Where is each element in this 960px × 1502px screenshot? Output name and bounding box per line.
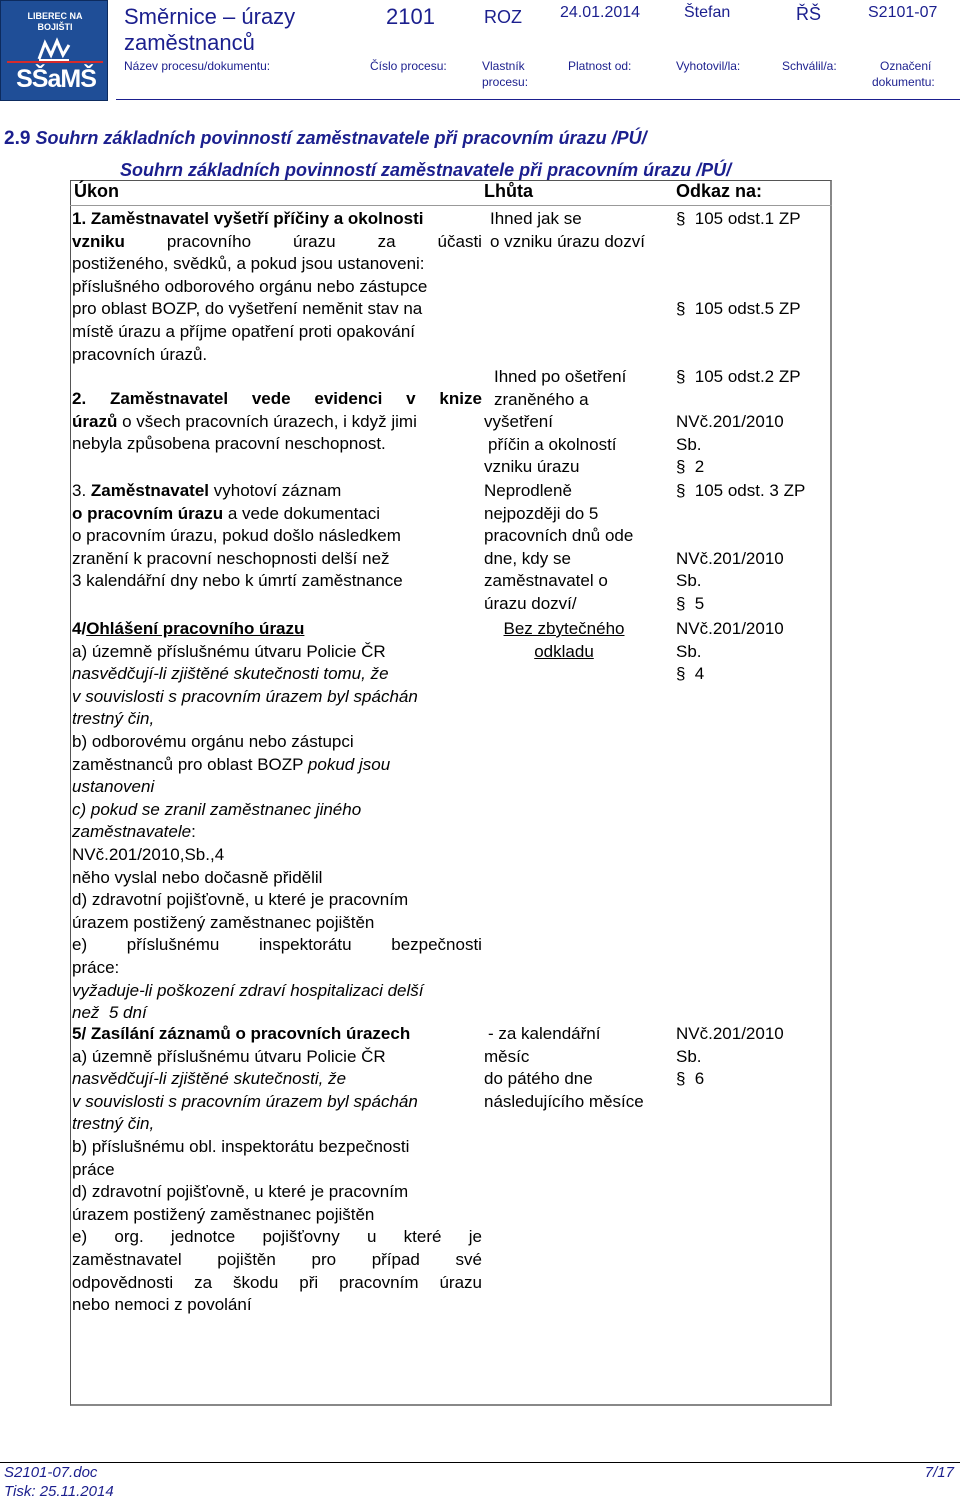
school-logo <box>0 0 108 101</box>
row2-deadline-line: Ihned po ošetření <box>494 367 627 386</box>
footer-divider <box>0 1462 960 1463</box>
row5-line: b) příslušnému obl. inspektorátu bezpečnosti <box>72 1136 410 1156</box>
row2-deadline <box>484 366 670 479</box>
row3-line: o pracovním úrazu a vede dokumentaci <box>72 503 381 523</box>
row3-deadline-line: pracovních dnů ode <box>484 526 634 546</box>
row4-line: zaměstnavatele: <box>72 822 196 842</box>
row5-action <box>72 1023 482 1317</box>
emblem-icon <box>37 37 71 63</box>
row1-line: pracovních úrazů. <box>72 344 208 364</box>
row4-ref-line: § 4 <box>676 663 826 686</box>
document-mark: S2101-07 <box>868 4 938 21</box>
row3-deadline-line: nejpozději do 5 <box>484 503 599 523</box>
section-subtitle: Souhrn základních povinností zaměstnavatele při pracovním úrazu /PÚ/ <box>120 160 732 180</box>
row4-line: úrazem postižený zaměstnanec pojištěn <box>72 912 375 932</box>
row4-title: 4/Ohlášení pracovního úrazu <box>72 619 305 638</box>
row3-deadline-line: dne, kdy se <box>484 548 571 568</box>
row1-ref-b: § 105 odst.5 ZP <box>676 298 826 321</box>
col-header-reference: Odkaz na: <box>676 181 763 201</box>
col-header-deadline: Lhůta <box>484 181 533 201</box>
row3-deadline-line: zaměstnavatel o <box>484 571 608 591</box>
row5-deadline-line: - za kalendářní <box>488 1024 601 1043</box>
table-header-divider <box>70 205 832 206</box>
logo-top-text: LIBEREC NA BOJIŠTI <box>27 11 83 32</box>
row4-line: práce: <box>72 957 120 977</box>
row3-line: 3 kalendářní dny nebo k úmrtí zaměstnance <box>72 571 403 591</box>
valid-from: 24.01.2014 <box>560 4 641 21</box>
row4-reference <box>676 618 826 686</box>
row2-action <box>72 388 482 456</box>
row4-line: e) příslušnému inspektorátu bezpečnosti <box>72 935 482 955</box>
row2-line: úrazů o všech pracovních úrazech, i když jimi <box>72 411 417 431</box>
row1-reference <box>676 208 826 321</box>
row2-reference <box>676 366 826 479</box>
process-name: Směrnice – úrazy zaměstnanců <box>124 4 296 55</box>
row1-line: postiženého, svědků, a pokud jsou ustanoveni: <box>72 254 425 274</box>
row4-line: NVč.201/2010,Sb.,4 <box>72 844 225 864</box>
row2-line: 2. Zaměstnavatel vede evidenci v knize <box>72 389 482 408</box>
row4-line: něho vyslal nebo dočasně přidělil <box>72 867 323 887</box>
footer-page-number: 7/17 <box>924 1464 954 1481</box>
row5-line: d) zdravotní pojišťovně, u které je pracovním <box>72 1182 409 1202</box>
label-process-number: Číslo procesu: <box>370 59 447 73</box>
col-header-action: Úkon <box>74 181 119 201</box>
section-number: 2.9 <box>4 128 31 149</box>
row5-line: nebo nemoci z povolání <box>72 1295 252 1315</box>
paragraph-icon: § <box>676 457 686 477</box>
row1-line: vzniku pracovního úrazu za účasti <box>72 231 482 251</box>
label-owner-1: Vlastník <box>482 59 525 73</box>
paragraph-icon: § <box>676 1069 686 1089</box>
row1-deadline-line: Ihned jak se <box>490 209 582 228</box>
row5-deadline-line: do pátého dne <box>484 1069 593 1089</box>
row5-title: 5/ Zasílání záznamů o pracovních úrazech <box>72 1024 411 1043</box>
paragraph-icon: § <box>676 593 686 613</box>
label-doc-mark-1: Označení <box>880 59 932 73</box>
row3-deadline-line: úrazu dozví/ <box>484 593 577 613</box>
row4-line: ustanoveni <box>72 777 155 797</box>
logo-text: SŠaMŠ <box>16 65 96 93</box>
row5-line: úrazem postižený zaměstnanec pojištěn <box>72 1204 375 1224</box>
row3-action <box>72 480 482 593</box>
label-process-name: Název procesu/dokumentu: <box>124 59 271 73</box>
row2-deadline-line: vyšetření <box>484 412 553 432</box>
row5-ref-line: NVč.201/2010 <box>676 1024 784 1043</box>
paragraph-icon: § <box>676 367 686 386</box>
row1-line: 1. Zaměstnavatel vyšetří příčiny a okolnosti <box>72 209 424 228</box>
row4-line: c) pokud se zranil zaměstnanec jiného <box>72 799 362 819</box>
row1-line: místě úrazu a příjme opatření proti opakování <box>72 321 416 341</box>
row5-reference <box>676 1023 826 1091</box>
row2-line: nebyla způsobena pracovní neschopnost. <box>72 434 386 454</box>
row4-line: v souvislosti s pracovním úrazem byl spáchán <box>72 686 418 706</box>
row5-line: zaměstnavatel pojištěn pro případ své <box>72 1249 482 1269</box>
row1-line: příslušného odborového orgánu nebo zástupce <box>72 276 428 296</box>
created-by: Štefan <box>684 4 731 21</box>
row3-ref-line: § 5 <box>676 593 826 616</box>
paragraph-icon: § <box>676 481 686 500</box>
row4-ref-line: NVč.201/2010 <box>676 619 784 638</box>
logo-band <box>7 61 103 63</box>
row5-deadline-line: následujícího měsíce <box>484 1091 644 1111</box>
label-created-by: Vyhotovil/la: <box>676 59 741 73</box>
paragraph-icon: § <box>676 209 686 228</box>
row4-action <box>72 618 482 1025</box>
label-approved-by: Schválil/a: <box>782 59 837 73</box>
row1-action <box>72 208 482 366</box>
row4-deadline-line: odkladu <box>534 641 594 661</box>
row5-ref-line: § 6 <box>676 1068 826 1091</box>
row3-ref-line: NVč.201/2010 <box>676 548 784 568</box>
row5-deadline-line: měsíc <box>484 1046 530 1066</box>
footer-filename: S2101-07.doc <box>4 1464 98 1481</box>
row5-ref-line: Sb. <box>676 1046 702 1066</box>
row1-ref-a: § 105 odst.1 ZP <box>676 208 826 231</box>
row4-line: trestný čin, <box>72 709 155 729</box>
row4-line: než 5 dní <box>72 1003 147 1023</box>
row5-line: a) územně příslušnému útvaru Policie ČR <box>72 1046 386 1066</box>
row4-line: vyžaduje-li poškození zdraví hospitalizaci delší <box>72 980 424 1000</box>
row2-deadline-line: vzniku úrazu <box>484 457 580 477</box>
row3-line: zranění k pracovní neschopnosti delší než <box>72 548 390 568</box>
row3-deadline-line: Neprodleně <box>484 481 572 500</box>
row3-ref-line: Sb. <box>676 571 702 591</box>
row4-line: nasvědčují-li zjištěné skutečnosti tomu, že <box>72 664 389 684</box>
document-header <box>0 0 960 101</box>
process-owner: ROZ <box>484 7 522 27</box>
paragraph-icon: § <box>676 299 686 319</box>
row2-ref-line: § 2 <box>676 456 826 479</box>
approved-by: ŘŠ <box>796 4 822 24</box>
row1-deadline-line: o vzniku úrazu dozví <box>490 231 645 251</box>
row2-ref-line: § 105 odst.2 ZP <box>676 366 826 389</box>
row4-line: a) územně příslušnému útvaru Policie ČR <box>72 641 386 661</box>
row1-deadline <box>484 208 670 253</box>
row3-deadline <box>484 480 670 616</box>
row5-line: nasvědčují-li zjištěné skutečnosti, že <box>72 1069 347 1089</box>
row2-deadline-line: zraněného a <box>494 389 589 409</box>
row3-reference <box>676 480 826 616</box>
row5-line: e) org. jednotce pojišťovny u které je <box>72 1227 482 1247</box>
label-doc-mark-2: dokumentu: <box>872 75 935 89</box>
section-title: Souhrn základních povinností zaměstnavatele při pracovním úrazu /PÚ/ <box>35 128 647 148</box>
row3-line: o pracovním úrazu, pokud došlo následkem <box>72 526 401 546</box>
label-owner-2: procesu: <box>482 75 529 89</box>
row3-ref-a: § 105 odst. 3 ZP <box>676 480 826 503</box>
row5-line: práce <box>72 1159 115 1179</box>
row5-line: odpovědnosti za škodu při pracovním úrazu <box>72 1272 482 1292</box>
row3-line: 3. Zaměstnavatel vyhotoví záznam <box>72 481 342 500</box>
row5-line: v souvislosti s pracovním úrazem byl spáchán <box>72 1091 418 1111</box>
row1-line: pro oblast BOZP, do vyšetření neměnit stav na <box>72 299 423 319</box>
process-number: 2101 <box>386 4 435 29</box>
footer-print-date: Tisk: 25.11.2014 <box>4 1483 114 1500</box>
row4-ref-line: Sb. <box>676 641 702 661</box>
row4-line: zaměstnanců pro oblast BOZP pokud jsou <box>72 754 391 774</box>
row4-line: b) odborovému orgánu nebo zástupci <box>72 731 354 751</box>
row2-ref-line: NVč.201/2010 <box>676 412 784 432</box>
row4-deadline-line: Bez zbytečného <box>503 619 625 638</box>
row4-deadline <box>484 618 644 663</box>
row4-line: d) zdravotní pojišťovně, u které je pracovním <box>72 890 409 910</box>
row2-ref-line: Sb. <box>676 434 702 454</box>
row5-line: trestný čin, <box>72 1114 155 1134</box>
header-divider <box>116 99 960 100</box>
row2-deadline-line: příčin a okolností <box>488 434 617 454</box>
row5-deadline <box>484 1023 670 1113</box>
paragraph-icon: § <box>676 664 686 684</box>
section-heading <box>4 128 647 150</box>
label-valid-from: Platnost od: <box>568 59 632 73</box>
